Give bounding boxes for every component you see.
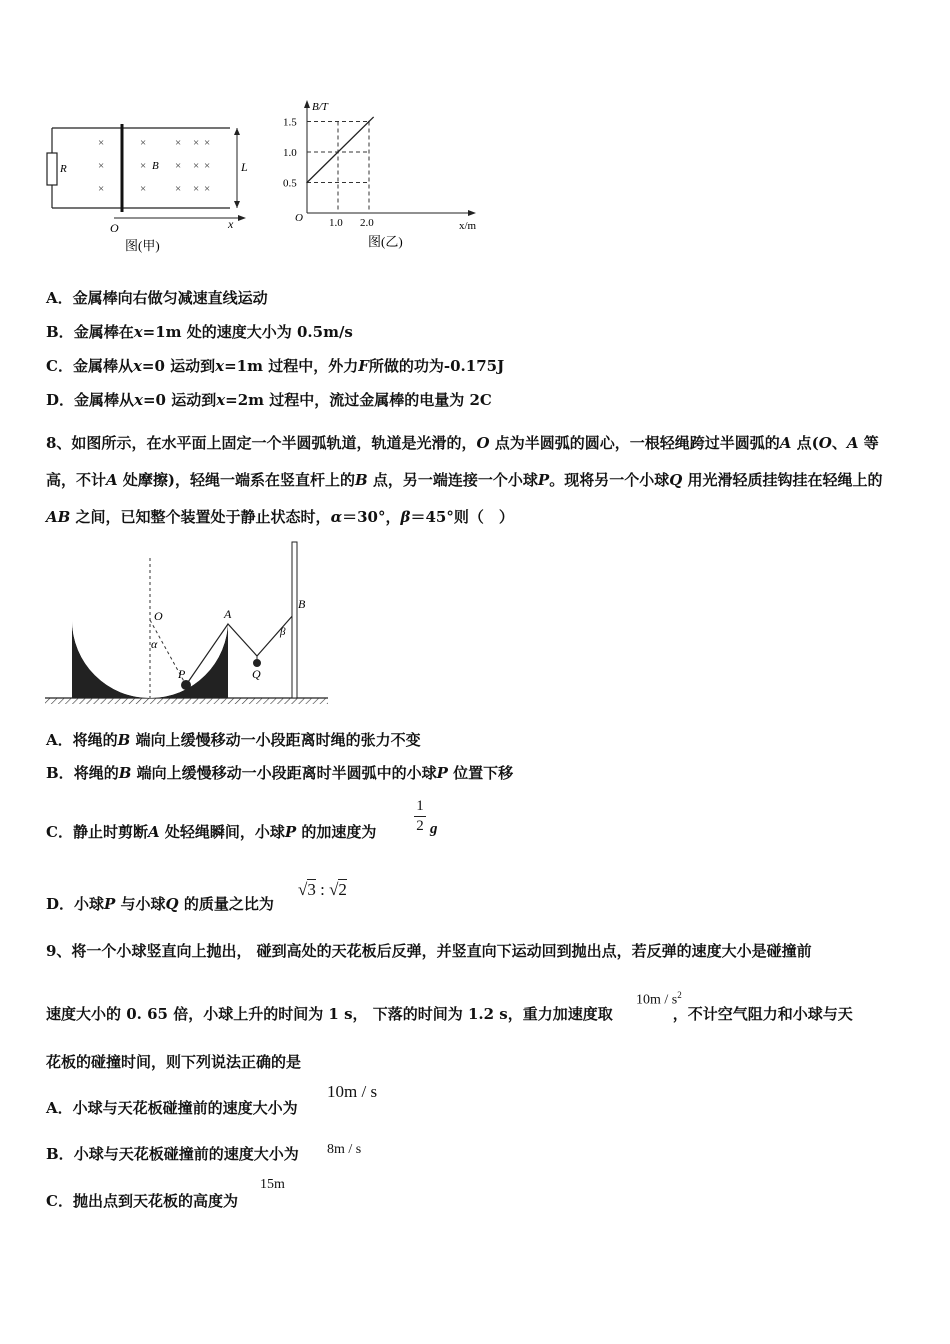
svg-text:×: ×: [175, 137, 182, 149]
label-B: B: [298, 597, 306, 611]
label-O: O: [154, 609, 163, 623]
figure-jia: [40, 118, 260, 258]
fraction-half: 1 2: [414, 797, 426, 835]
label-alpha: α: [151, 637, 158, 651]
q9-stem-line3: 花板的碰撞时间，则下列说法正确的是: [46, 1053, 302, 1071]
y-tick-label-2: 0.5: [283, 177, 297, 190]
svg-text:×: ×: [193, 183, 200, 195]
x-axis-label: x/m: [459, 220, 477, 232]
svg-text:×: ×: [204, 137, 211, 149]
svg-text:×: ×: [98, 183, 105, 195]
label-beta: β: [280, 626, 286, 638]
label-x: x: [228, 217, 234, 231]
svg-text:×: ×: [193, 160, 200, 172]
q9-option-a-value: 10m / s: [327, 1082, 378, 1101]
svg-text:×: ×: [204, 183, 211, 195]
gravity-value: $10m / s^2$: [636, 990, 682, 1008]
resistor: [47, 153, 57, 185]
label-O: O: [110, 221, 119, 235]
svg-text:×: ×: [98, 160, 105, 172]
y-tick-label-0: 1.5: [283, 116, 297, 129]
ball-P: [181, 680, 191, 690]
x-tick-label-0: 1.0: [329, 217, 343, 229]
svg-text:×: ×: [140, 183, 147, 195]
q7-option-b[interactable]: B．金属棒在x=1m 处的速度大小为 0.5m/s: [46, 323, 353, 341]
figure-yi-chart: [280, 96, 490, 256]
label-R: R: [60, 163, 67, 175]
q8-option-b[interactable]: B．将绳的B 端向上缓慢移动一小段距离时半圆弧中的小球P 位置下移: [46, 764, 514, 782]
q9-option-c[interactable]: C．抛出点到天花板的高度为: [46, 1192, 238, 1210]
svg-text:×: ×: [175, 183, 182, 195]
y-axis-label: B/T: [312, 101, 328, 113]
q8-stem: 8、如图所示，在水平面上固定一个半圆弧轨道，轨道是光滑的，O 点为半圆弧的圆心，一根轻绳跨过半圆弧的A 点(O、A 等高，不计A 处摩擦)，轻绳一端系在竖直杆上的B 点，另一端连接一个小球P。现将另一个小球Q 用光滑轻质挂钩挂在轻绳上的AB 之间，已知整个装置处于静止状态时，α＝30°，β＝45°则（ ）: [46, 434, 883, 526]
figure-q8: [40, 538, 340, 713]
label-Q: Q: [252, 667, 261, 681]
q8-option-c[interactable]: C．静止时剪断A 处轻绳瞬间，小球P 的加速度为: [46, 823, 377, 841]
q7-option-c[interactable]: C．金属棒从x=0 运动到x=1m 过程中，外力F所做的功为-0.175J: [46, 357, 505, 375]
symbol-g: g: [430, 821, 438, 837]
series-line-B-vs-x: [307, 117, 374, 183]
q9-stem-line2: 速度大小的 0. 65 倍，小球上升的时间为 1 s， 下落的时间为 1.2 s，重力加速度取 ，不计空气阻力和小球与天: [46, 1005, 853, 1023]
y-tick-label-1: 1.0: [283, 147, 297, 159]
label-L: L: [241, 160, 248, 174]
svg-text:×: ×: [193, 137, 200, 149]
vertical-pole: [292, 542, 297, 698]
ball-Q: [253, 659, 261, 667]
data-point-2: [368, 121, 370, 123]
q7-option-a[interactable]: A．金属棒向右做匀减速直线运动: [46, 289, 268, 307]
label-P: P: [178, 667, 186, 681]
mass-ratio: √3 : √2: [298, 880, 347, 899]
q9-stem-line1: 9、将一个小球竖直向上抛出， 碰到高处的天花板后反弹，并竖直向下运动回到抛出点，若反弹的速度大小是碰撞前: [46, 942, 812, 960]
svg-text:×: ×: [140, 137, 147, 149]
svg-text:×: ×: [140, 160, 147, 172]
svg-text:×: ×: [204, 160, 211, 172]
label-A: A: [224, 607, 232, 621]
caption-yi: 图(乙): [368, 234, 403, 249]
q9-option-c-value: 15m: [260, 1177, 285, 1192]
q9-option-b[interactable]: B．小球与天花板碰撞前的速度大小为: [46, 1145, 299, 1163]
data-point-1: [337, 151, 339, 153]
q9-option-b-value: 8m / s: [327, 1142, 362, 1157]
chart-origin: O: [295, 212, 303, 224]
caption-jia: 图(甲): [125, 238, 160, 253]
q8-option-a[interactable]: A．将绳的B 端向上缓慢移动一小段距离时绳的张力不变: [46, 731, 421, 749]
q7-option-d[interactable]: D．金属棒从x=0 运动到x=2m 过程中，流过金属棒的电量为 2C: [46, 391, 492, 409]
label-B: B: [152, 160, 159, 172]
data-point-0: [306, 182, 308, 184]
x-tick-label-1: 2.0: [360, 217, 374, 229]
q8-option-d[interactable]: D．小球P 与小球Q 的质量之比为: [46, 895, 274, 913]
svg-text:×: ×: [98, 137, 105, 149]
svg-text:×: ×: [175, 160, 182, 172]
q9-option-a[interactable]: A．小球与天花板碰撞前的速度大小为: [46, 1099, 298, 1117]
